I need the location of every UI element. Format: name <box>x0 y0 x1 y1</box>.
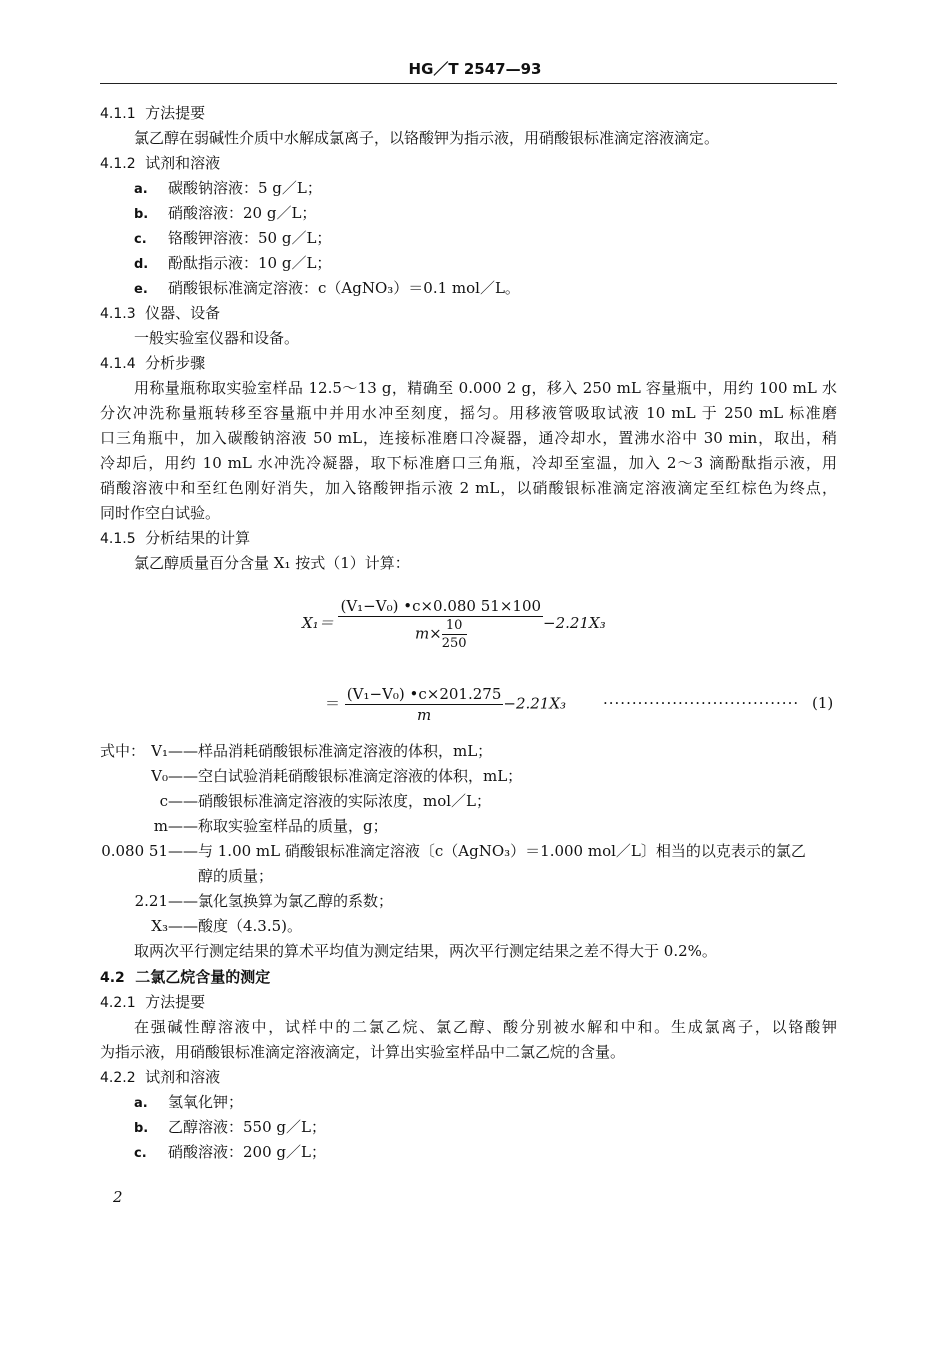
definition-text: 氯化氢换算为氯乙醇的系数； <box>198 892 394 910</box>
equation-tail: −2.21X₃ <box>503 694 567 713</box>
paragraph-line: 为指示液，用硝酸银标准滴定溶液滴定，计算出实验室样品中二氯乙烷的含量。 <box>100 1043 626 1061</box>
denominator-prefix: m× <box>414 624 442 643</box>
definition-text: 空白试验消耗硝酸银标准滴定溶液的体积，mL； <box>198 767 523 785</box>
paragraph: 一般实验室仪器和设备。 <box>134 329 300 347</box>
section-number: 4.1.1 <box>100 106 136 122</box>
line-text: 口三角瓶中，加入碳酸钠溶液 50 mL，连接标准磨口冷凝器，通冷却水，置沸水浴中 30 min，取出，稍 <box>100 429 837 447</box>
list-text: 乙醇溶液：550 g／L； <box>168 1118 326 1136</box>
section-number: 4.1.2 <box>100 156 136 172</box>
inner-numerator: 10 <box>442 618 467 635</box>
definition-symbol: 0.080 51—— <box>101 842 198 860</box>
list-item <box>134 202 316 226</box>
list-item <box>134 1116 326 1140</box>
list-label: a. <box>134 1096 148 1111</box>
inner-fraction <box>442 618 467 651</box>
equation-number: (1) <box>812 694 834 712</box>
definition-symbol: 2.21—— <box>134 892 198 910</box>
equation-tail: −2.21X₃ <box>543 614 606 632</box>
list-label: d. <box>134 257 149 272</box>
definition-symbol: X₃—— <box>151 917 198 935</box>
section-number: 4.1.4 <box>100 356 136 372</box>
section-4-1-3-heading <box>100 302 220 325</box>
definition-text: 样品消耗硝酸银标准滴定溶液的体积，mL； <box>198 742 493 760</box>
equation-1-line-2 <box>325 685 566 724</box>
list-label: b. <box>134 207 149 222</box>
section-number: 4.1.3 <box>100 306 136 322</box>
fraction-denominator <box>338 617 543 651</box>
section-title: 试剂和溶液 <box>145 154 221 172</box>
paragraph: 氯乙醇质量百分含量 X₁ 按式（1）计算： <box>134 554 410 572</box>
line-text: 分次冲洗称量瓶转移至容量瓶中并用水冲至刻度，摇匀。用移液管吸取试液 10 mL 于 250 mL 标准磨 <box>100 404 837 422</box>
list-label: c. <box>134 1146 147 1161</box>
fraction <box>345 685 504 724</box>
definition-text: 称取实验室样品的质量，g； <box>198 817 388 835</box>
section-title: 仪器、设备 <box>145 304 221 322</box>
paragraph-line <box>100 477 837 499</box>
line-text: 用称量瓶称取实验室样品 12.5～13 g，精确至 0.000 2 g，移入 250 mL 容量瓶中，用约 100 mL 水 <box>134 379 837 397</box>
section-title: 方法提要 <box>145 104 206 122</box>
definition-item <box>100 815 388 837</box>
list-text: 碳酸钠溶液：5 g／L； <box>168 179 322 197</box>
definition-text: 醇的质量； <box>198 867 274 885</box>
section-title: 试剂和溶液 <box>145 1068 221 1086</box>
inner-denominator: 250 <box>441 636 467 651</box>
list-text: 硝酸银标准滴定溶液：c（AgNO₃）＝0.1 mol／L。 <box>168 279 520 297</box>
definition-item <box>100 790 491 812</box>
line-text: 在强碱性醇溶液中，试样中的二氯乙烷、氯乙醇、酸分别被水解和中和。生成氯离子，以铬酸钾 <box>134 1018 837 1036</box>
definition-symbol: V₁—— <box>151 742 198 760</box>
equation-lhs: X₁＝ <box>302 614 334 632</box>
equation-leader-dots: ·································· <box>603 694 800 712</box>
paragraph: 取两次平行测定结果的算术平均值为测定结果，两次平行测定结果之差不得大于 0.2%。 <box>134 942 717 960</box>
list-label: b. <box>134 1121 149 1136</box>
line-text: 硝酸溶液中和至红色刚好消失，加入铬酸钾指示液 2 mL，以硝酸银标准滴定溶液滴定至红棕色为终点， <box>100 479 837 497</box>
definition-item <box>100 915 302 937</box>
list-label: a. <box>134 182 148 197</box>
fraction-numerator: (V₁−V₀) •c×201.275 <box>346 685 502 703</box>
list-text: 硝酸溶液：200 g／L； <box>168 1143 326 1161</box>
definition-item <box>100 840 806 862</box>
paragraph-line <box>100 452 837 474</box>
section-number: 4.2.1 <box>100 995 136 1011</box>
section-title: 方法提要 <box>145 993 206 1011</box>
paragraph-line: 同时作空白试验。 <box>100 504 221 522</box>
equation-1-line-1 <box>302 597 606 651</box>
paragraph: 氯乙醇在弱碱性介质中水解成氯离子，以铬酸钾为指示液，用硝酸银标准滴定溶液滴定。 <box>134 129 720 147</box>
paragraph-line <box>134 377 837 399</box>
list-label: e. <box>134 282 148 297</box>
section-4-2-1-heading <box>100 991 205 1014</box>
paragraph-line <box>100 402 837 424</box>
line-text: 冷却后，用约 10 mL 水冲洗冷凝器，取下标准磨口三角瓶，冷却至室温，加入 2～3 滴酚酞指示液，用 <box>100 454 837 472</box>
list-text: 铬酸钾溶液：50 g／L； <box>168 229 332 247</box>
section-4-2-heading <box>100 966 270 989</box>
list-text: 硝酸溶液：20 g／L； <box>168 204 317 222</box>
list-item <box>134 1091 243 1115</box>
definition-symbol: c—— <box>159 792 198 810</box>
header-rule <box>100 83 837 84</box>
fraction-numerator: (V₁−V₀) •c×0.080 51×100 <box>340 597 542 615</box>
section-title: 二氯乙烷含量的测定 <box>135 968 271 986</box>
list-item <box>134 252 331 276</box>
definition-item <box>100 765 522 787</box>
fraction-denominator: m <box>416 706 432 724</box>
fraction <box>338 597 543 651</box>
list-item <box>134 177 322 201</box>
definition-prefix: 式中： <box>100 742 146 760</box>
list-text: 酚酞指示液：10 g／L； <box>168 254 332 272</box>
section-number: 4.2.2 <box>100 1070 136 1086</box>
list-text: 氢氧化钾； <box>168 1093 244 1111</box>
definition-text: 酸度（4.3.5)。 <box>198 917 303 935</box>
section-4-1-4-heading <box>100 352 205 375</box>
equation-lhs: ＝ <box>325 694 341 713</box>
definition-symbol: V₀—— <box>151 767 198 785</box>
list-label: c. <box>134 232 147 247</box>
list-item <box>134 1141 326 1165</box>
section-4-2-2-heading <box>100 1066 220 1089</box>
section-4-1-1-heading <box>100 102 205 125</box>
list-item <box>134 277 520 301</box>
page-number: 2 <box>113 1188 123 1206</box>
list-item <box>134 227 331 251</box>
definition-item <box>100 865 273 887</box>
definition-text: 硝酸银标准滴定溶液的实际浓度，mol／L； <box>198 792 492 810</box>
section-number: 4.1.5 <box>100 531 136 547</box>
section-4-1-5-heading <box>100 527 250 550</box>
definition-item <box>100 740 492 762</box>
paragraph-line <box>100 427 837 449</box>
section-number: 4.2 <box>100 970 125 986</box>
definition-text: 与 1.00 mL 硝酸银标准滴定溶液〔c（AgNO₃）＝1.000 mol／L〕相当的以克表示的氯乙 <box>198 842 806 860</box>
document-header: HG／T 2547—93 <box>408 60 542 78</box>
section-title: 分析结果的计算 <box>145 529 251 547</box>
definition-symbol: m—— <box>153 817 198 835</box>
definition-item <box>100 890 393 912</box>
section-4-1-2-heading <box>100 152 220 175</box>
section-title: 分析步骤 <box>145 354 206 372</box>
paragraph-line <box>134 1016 837 1038</box>
